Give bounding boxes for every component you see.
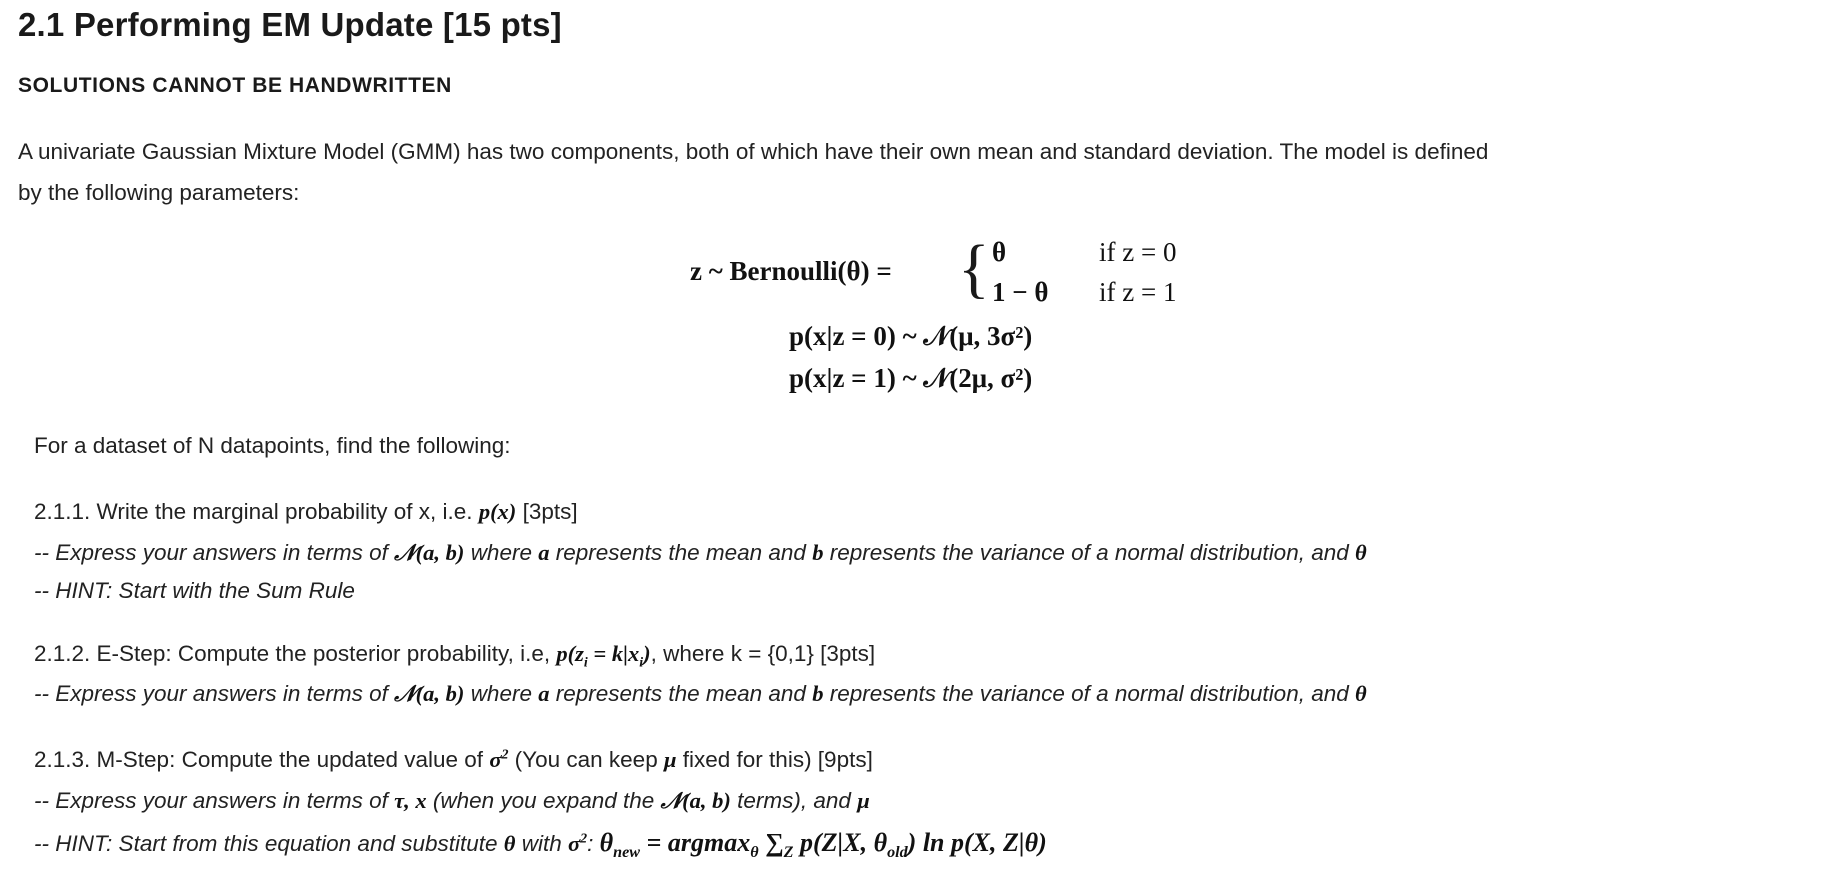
q1-hint-1 bbox=[34, 540, 1367, 566]
case2-condition: if z = 1 bbox=[1099, 277, 1177, 307]
q2-expr-end: ) bbox=[643, 641, 651, 666]
q2-hint-b: b bbox=[812, 681, 824, 706]
q3-hint-1 bbox=[34, 788, 870, 814]
q2-expr-sub2: i bbox=[639, 655, 644, 671]
q1-hint-var: represents the variance of a normal distribution, and bbox=[829, 540, 1349, 565]
q2-rest: , where k = {0,1} [3pts] bbox=[650, 641, 876, 666]
q2-hint-normal: 𝒩(a, b) bbox=[394, 681, 465, 706]
q2-expr-sub: i bbox=[583, 655, 588, 671]
q1-hint-where: where bbox=[470, 540, 532, 565]
q3-hint1-prefix: -- Express your answers in terms of bbox=[34, 788, 388, 813]
q2-hint-mean: represents the mean and bbox=[555, 681, 806, 706]
q2-hint-prefix: -- Express your answers in terms of bbox=[34, 681, 388, 706]
q3-hint2-equation bbox=[599, 828, 1047, 862]
eq-argmax-sub: θ bbox=[750, 844, 759, 862]
q3-hint2-prefix: -- HINT: Start from this equation and substitute bbox=[34, 831, 498, 856]
q3-hint1-normal: 𝒩(a, b) bbox=[660, 788, 731, 813]
q1-hint-mean: represents the mean and bbox=[555, 540, 806, 565]
q2-line bbox=[34, 641, 875, 672]
q3-hint1-mu: μ bbox=[857, 788, 870, 813]
q1-hint-a: a bbox=[538, 540, 550, 565]
q1-points: [3pts] bbox=[522, 499, 578, 524]
q2-expr-a: p(z bbox=[556, 641, 584, 666]
px-given-z1: p(x|z = 1) ~ 𝒩(2μ, σ²) bbox=[789, 363, 1033, 393]
q3-hint2-sigma-base: σ bbox=[568, 831, 581, 856]
q1-line bbox=[34, 499, 578, 525]
eq-sum-sub: Z bbox=[783, 844, 794, 862]
q3-hint2-with: with bbox=[521, 831, 562, 856]
px-given-z0: p(x|z = 0) ~ 𝒩(μ, 3σ²) bbox=[789, 321, 1033, 351]
case2-value: 1 − θ bbox=[992, 277, 1049, 307]
q1-hint-2: -- HINT: Start with the Sum Rule bbox=[34, 578, 355, 603]
q2-expr-mid: = k|x bbox=[587, 641, 640, 666]
q3-hint2-sigma-sup: 2 bbox=[580, 831, 588, 847]
eq-theta-new: θ bbox=[599, 828, 614, 857]
q1-hint-prefix: -- Express your answers in terms of bbox=[34, 540, 388, 565]
q2-hint-a: a bbox=[538, 681, 550, 706]
q1-hint-normal: 𝒩(a, b) bbox=[394, 540, 465, 565]
eq-argmax: = argmax bbox=[640, 828, 751, 857]
q3-sigma bbox=[489, 747, 508, 772]
q3-hint1-mid: (when you expand the bbox=[432, 788, 655, 813]
q3-label: 2.1.3. M-Step: Compute the updated value of bbox=[34, 747, 484, 772]
eq-sum: ∑ bbox=[758, 828, 784, 857]
q3-sigma-base: σ bbox=[489, 747, 502, 772]
q3-hint1-end: terms), and bbox=[737, 788, 851, 813]
intro-line-1: A univariate Gaussian Mixture Model (GMM) has two components, both of which have their own mean and standard deviation. The model is defined bbox=[18, 139, 1489, 164]
case1-value: θ bbox=[992, 237, 1007, 267]
page-title: 2.1 Performing EM Update [15 pts] bbox=[18, 6, 562, 43]
q2-hint-where: where bbox=[470, 681, 532, 706]
cases-brace: { bbox=[958, 232, 990, 305]
q2-expr bbox=[556, 641, 651, 671]
eq-theta-new-sub: new bbox=[613, 844, 641, 862]
q3-line bbox=[34, 747, 873, 773]
q3-end: fixed for this) [9pts] bbox=[682, 747, 873, 772]
eq-posterior: p(Z|X, θ bbox=[793, 828, 888, 857]
q2-hint-var: represents the variance of a normal distribution, and bbox=[829, 681, 1349, 706]
dataset-prompt: For a dataset of N datapoints, find the following: bbox=[34, 433, 511, 458]
q1-hint-b: b bbox=[812, 540, 824, 565]
q2-hint-1 bbox=[34, 681, 1367, 707]
q3-hint2-sigma bbox=[568, 831, 587, 856]
bernoulli-lhs bbox=[690, 256, 892, 287]
q3-mu: μ bbox=[663, 747, 677, 772]
q2-hint-theta: θ bbox=[1355, 681, 1367, 706]
q1-label: 2.1.1. Write the marginal probability of x, i.e. bbox=[34, 499, 473, 524]
q3-hint2-colon: : bbox=[587, 831, 594, 856]
q1-hint-theta: θ bbox=[1355, 540, 1367, 565]
q3-mid: (You can keep bbox=[508, 747, 658, 772]
q3-hint1-tau: τ, x bbox=[394, 788, 427, 813]
warning-text: SOLUTIONS CANNOT BE HANDWRITTEN bbox=[18, 74, 452, 97]
eq-joint: ) ln p(X, Z|θ) bbox=[907, 828, 1047, 857]
case1-condition: if z = 0 bbox=[1099, 237, 1177, 267]
intro-line-2: by the following parameters: bbox=[18, 180, 300, 205]
q3-hint-2 bbox=[34, 828, 1047, 862]
q1-expr: p(x) bbox=[478, 499, 517, 524]
q3-hint2-theta: θ bbox=[503, 831, 516, 856]
q3-sigma-sup: 2 bbox=[501, 747, 509, 763]
q2-label: 2.1.2. E-Step: Compute the posterior probability, i.e, bbox=[34, 641, 551, 666]
bernoulli-lhs-text: z ~ Bernoulli(θ) = bbox=[690, 256, 892, 286]
eq-old-sub: old bbox=[887, 844, 908, 862]
